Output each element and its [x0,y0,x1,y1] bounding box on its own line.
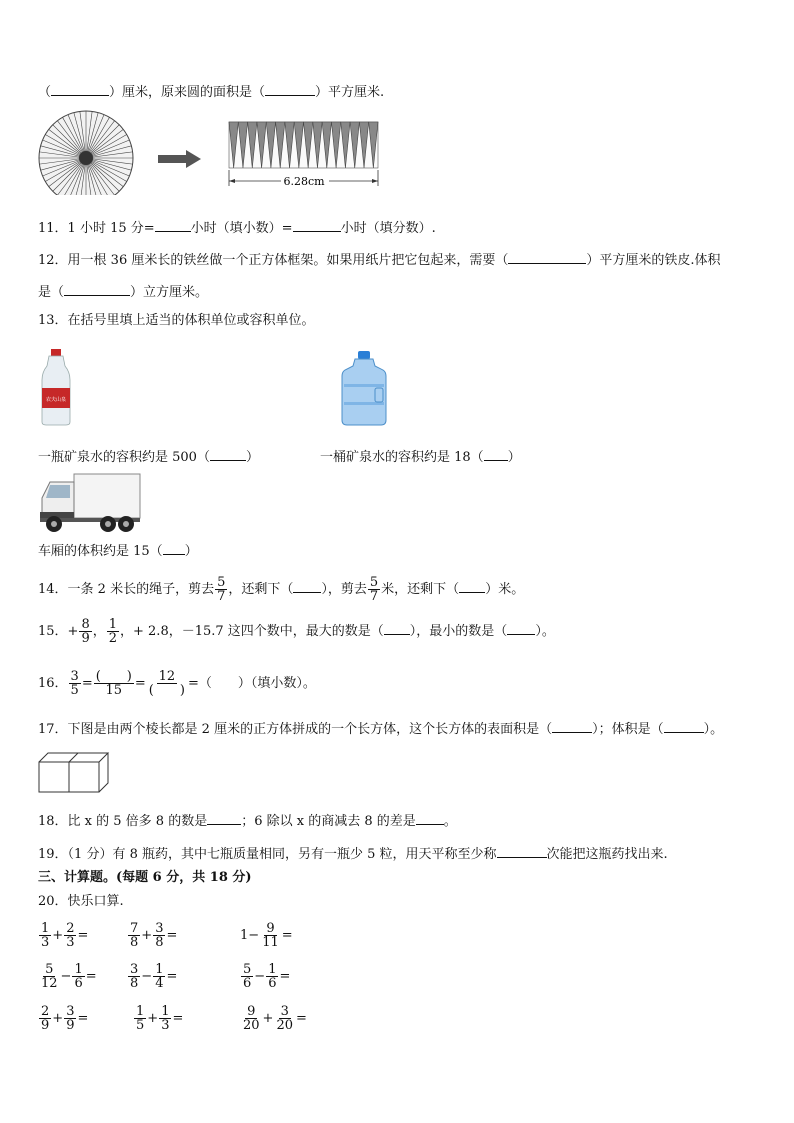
q10-text-3: ）平方厘米. [315,85,385,100]
q20-equals[interactable]: = [166,969,178,984]
q15-blank-max[interactable] [384,621,410,635]
q12-text-1: 12．用一根 36 厘米长的铁丝做一个正方体框架。如果用纸片把它包起来，需要（ [38,253,509,268]
q15-text-4: ）。 [535,624,555,639]
q14-text-2: ，还剩下（ [228,582,294,597]
q14-line [38,576,524,603]
q19-line [38,844,668,863]
q10-blank-area[interactable] [265,82,315,96]
q13-blank-bottle[interactable] [210,447,246,461]
q13-blank-truck[interactable] [163,541,185,555]
q15-fraction-1: $\frac{8}{9}$ [81,617,90,646]
q14-text-5: ）米。 [485,582,525,597]
q12-blank-volume[interactable] [64,282,130,296]
q16-text-1: 16． [38,676,68,691]
q20-stem: 20．快乐口算. [38,894,124,909]
q14-text-3: ），剪去 [321,582,367,597]
q13-stem [38,313,315,329]
q15-text-2: ，+ 2.8，－15.7 这四个数中，最大的数是（ [120,624,384,639]
q17-line [38,719,723,738]
q12-text-2: ）平方厘米的铁皮.体积 [586,253,721,268]
q14-blank-2[interactable] [459,579,485,593]
q18-blank-1[interactable] [207,811,241,825]
q20-equals[interactable]: = [279,969,291,984]
q20-problem: $\frac{5}{6}$ − $\frac{1}{6}$ = [243,962,291,991]
q19-blank[interactable] [497,844,547,858]
q19-text-1: 19．（1 分）有 8 瓶药，其中七瓶质量相同，另有一瓶少 5 粒，用天平称至少称 [38,847,497,862]
q20-equals[interactable]: = [166,928,178,943]
q20-equals[interactable]: = [77,1011,89,1026]
q20-problem: $\frac{5}{12}$ − $\frac{1}{6}$ = [41,962,97,991]
q13-bottle-line [38,447,259,466]
q15-comma: ， [92,624,106,639]
q12-blank-area[interactable] [508,250,586,264]
q10-text-2: ）厘米，原来圆的面积是（ [109,85,266,100]
q14-fraction-1: $\frac{5}{7}$ [217,575,226,604]
q20-problem: 1− $\frac{9}{11}$ = [240,921,293,950]
water-bottle-image [38,348,74,426]
q13-close-1: ） [245,450,259,465]
q13-bucket-line [320,447,521,466]
bottle-label-text: 农夫山泉 [45,397,67,403]
q16-line [38,670,316,697]
q12-line-1 [38,250,721,269]
q16-fraction-1: $\frac{3}{5}$ [70,669,79,698]
q11-text-2: 小时（填小数）= [190,221,293,236]
q19-text-2: 次能把这瓶药找出来. [546,847,668,862]
q18-text-3: 。 [443,814,457,829]
q11-text-1: 11．1 小时 15 分= [38,221,155,236]
q13-close-2: ） [507,450,521,465]
sectored-circle-icon [39,111,133,195]
q13-text: 13．在括号里填上适当的体积单位或容积单位。 [38,313,315,328]
q17-text-3: ）。 [703,722,724,737]
q16-text-2: =（ ）（填小数）。 [187,676,316,691]
q20-equals[interactable]: = [172,1011,184,1026]
q10-tail-line [38,82,384,101]
circle-cut-figure [36,110,381,195]
arrow-icon [158,150,201,168]
q11-line [38,218,436,237]
q17-text-1: 17．下图是由两个棱长都是 2 厘米的正方体拼成的一个长方体，这个长方体的表面积是（ [38,722,553,737]
q15-fraction-2: $\frac{1}{2}$ [108,617,118,646]
q13-truck-text: 车厢的体积约是 15（ [38,544,163,559]
q13-bottle-text: 一瓶矿泉水的容积约是 500（ [38,450,210,465]
unrolled-sectors [229,122,378,168]
q14-blank-1[interactable] [293,579,321,593]
q17-blank-volume[interactable] [664,719,704,733]
q16-fraction-3[interactable]: $\frac{12}{( )}$ [148,669,185,698]
q20-problem: $\frac{3}{8}$ − $\frac{1}{4}$ = [130,962,178,991]
q18-text-1: 18．比 x 的 5 倍多 8 的数是 [38,814,208,829]
q18-blank-2[interactable] [416,811,444,825]
q20-problem: $\frac{1}{3}$ + $\frac{2}{3}$ = [41,921,89,950]
unrolled-length-label: 6.28cm [283,175,325,188]
q11-text-3: 小时（填分数）. [340,221,436,236]
q16-eq-1: = [81,676,93,691]
q18-text-2: ；6 除以 x 的商减去 8 的差是 [241,814,416,829]
q18-line [38,811,457,830]
q15-blank-min[interactable] [507,621,535,635]
q20-problem: $\frac{7}{8}$ + $\frac{3}{8}$ = [130,921,178,950]
q13-close-3: ） [184,544,198,559]
water-bucket-image [341,350,387,426]
q10-blank-radius[interactable] [51,82,109,96]
q12-line-2 [38,282,208,301]
q17-text-2: ）；体积是（ [592,722,664,737]
q20-equals[interactable]: = [281,928,293,943]
q16-eq-2: = [134,676,146,691]
q13-blank-bucket[interactable] [484,447,508,461]
q14-fraction-2: $\frac{5}{7}$ [369,575,379,604]
q15-text-1: 15．+ [38,624,79,639]
q13-bucket-text: 一桶矿泉水的容积约是 18（ [320,450,484,465]
q14-text-4: 米，还剩下（ [381,582,460,597]
q16-fraction-2[interactable]: $\frac{( )}{15}$ [95,669,132,698]
truck-image [38,472,142,534]
q20-problem: $\frac{1}{5}$ + $\frac{1}{3}$ = [136,1004,184,1033]
q15-line [38,618,555,645]
q20-problem: $\frac{2}{9}$ + $\frac{3}{9}$ = [41,1004,89,1033]
q17-blank-area[interactable] [552,719,592,733]
q14-text-1: 14．一条 2 米长的绳子，剪去 [38,582,215,597]
q11-blank-fraction[interactable] [293,218,341,232]
q13-truck-line [38,541,198,560]
q12-text-3: 是（ [38,285,65,300]
section-3-heading: 三、计算题。(每题 6 分，共 18 分) [38,870,252,885]
q11-blank-decimal[interactable] [155,218,191,232]
q20-equals[interactable]: = [85,969,97,984]
q20-equals[interactable]: = [77,928,89,943]
cuboid-figure [38,752,110,794]
q20-problem: $\frac{9}{20}$ + $\frac{3}{20}$ = [243,1004,307,1033]
q20-equals[interactable]: = [296,1011,307,1026]
q10-text-1: （ [38,85,52,100]
q15-text-3: ），最小的数是（ [409,624,508,639]
q12-text-4: ）立方厘米。 [130,285,209,300]
